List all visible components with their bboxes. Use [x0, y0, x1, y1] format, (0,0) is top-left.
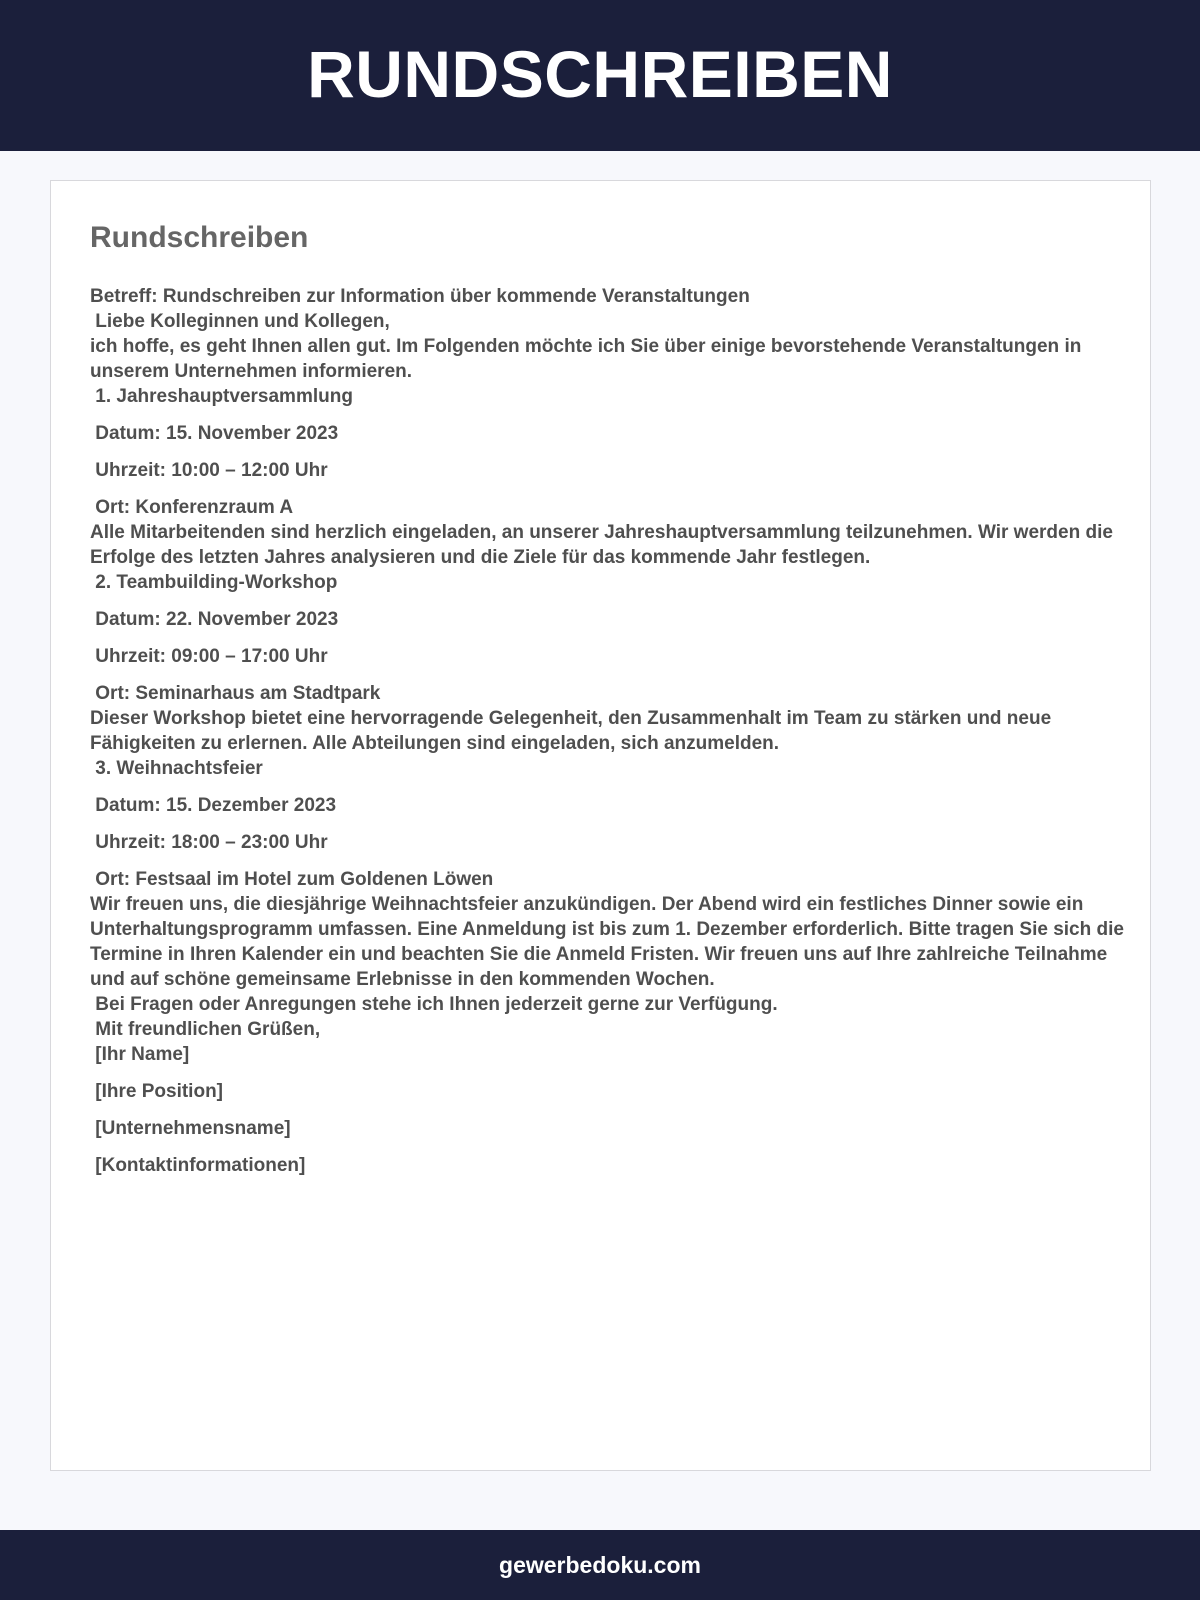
- event-description: Wir freuen uns, die diesjährige Weihnachtsfeier anzukündigen. Der Abend wird ein festliches Dinner sowie ein Unterhaltungsprogramm umfassen. Eine Anmeldung ist bis zum 1. Dezember erforderlich. Bitte tragen Sie sich die Termine in Ihren Kalender ein und beachten Sie die Anmeld Fristen. Wir freuen uns auf Ihre zahlreiche Teilnahme und auf schöne gemeinsame Erlebnisse in den kommenden Wochen.: [90, 894, 1130, 990]
- document-body: [90, 221, 1130, 1178]
- header-banner: [0, 0, 1200, 151]
- greeting: Liebe Kolleginnen und Kollegen,: [90, 311, 390, 332]
- banner-title: RUNDSCHREIBEN: [307, 36, 893, 111]
- event-date: Datum: 15. Dezember 2023: [90, 795, 337, 816]
- signature-position: [Ihre Position]: [90, 1081, 224, 1102]
- event-description: Alle Mitarbeitenden sind herzlich eingeladen, an unserer Jahreshauptversammlung teilzunehmen. Wir werden die Erfolge des letzten Jahres analysieren und die Ziele für das kommende Jahr festlegen.: [90, 522, 1119, 568]
- footer-bar: [0, 1530, 1200, 1600]
- event-heading: 3. Weihnachtsfeier: [90, 758, 263, 779]
- document-title: Rundschreiben: [90, 221, 309, 254]
- signature-company: [Unternehmensname]: [90, 1118, 291, 1139]
- signature-name: [Ihr Name]: [90, 1044, 190, 1065]
- event-heading: 1. Jahreshauptversammlung: [90, 386, 353, 407]
- footer-site-text: gewerbedoku.com: [499, 1551, 701, 1578]
- intro-paragraph: ich hoffe, es geht Ihnen allen gut. Im Folgenden möchte ich Sie über einige bevorstehende Veranstaltungen in unserem Unternehmen informieren.: [90, 336, 1087, 382]
- signature-contact: [Kontaktinformationen]: [90, 1155, 306, 1176]
- event-place: Ort: Seminarhaus am Stadtpark: [90, 683, 381, 704]
- document-card: [50, 180, 1151, 1471]
- event-time: Uhrzeit: 09:00 – 17:00 Uhr: [90, 646, 328, 667]
- event-place: Ort: Festsaal im Hotel zum Goldenen Löwen: [90, 869, 494, 890]
- subject-line: Betreff: Rundschreiben zur Information über kommende Veranstaltungen: [90, 286, 750, 307]
- questions-note: Bei Fragen oder Anregungen stehe ich Ihnen jederzeit gerne zur Verfügung.: [90, 994, 778, 1015]
- event-date: Datum: 15. November 2023: [90, 423, 339, 444]
- event-heading: 2. Teambuilding-Workshop: [90, 572, 338, 593]
- event-description: Dieser Workshop bietet eine hervorragende Gelegenheit, den Zusammenhalt im Team zu stärken und neue Fähigkeiten zu erlernen. Alle Abteilungen sind eingeladen, sich anzumelden.: [90, 708, 1057, 754]
- event-time: Uhrzeit: 10:00 – 12:00 Uhr: [90, 460, 328, 481]
- closing-line: Mit freundlichen Grüßen,: [90, 1019, 321, 1040]
- event-place: Ort: Konferenzraum A: [90, 497, 294, 518]
- event-date: Datum: 22. November 2023: [90, 609, 339, 630]
- event-time: Uhrzeit: 18:00 – 23:00 Uhr: [90, 832, 328, 853]
